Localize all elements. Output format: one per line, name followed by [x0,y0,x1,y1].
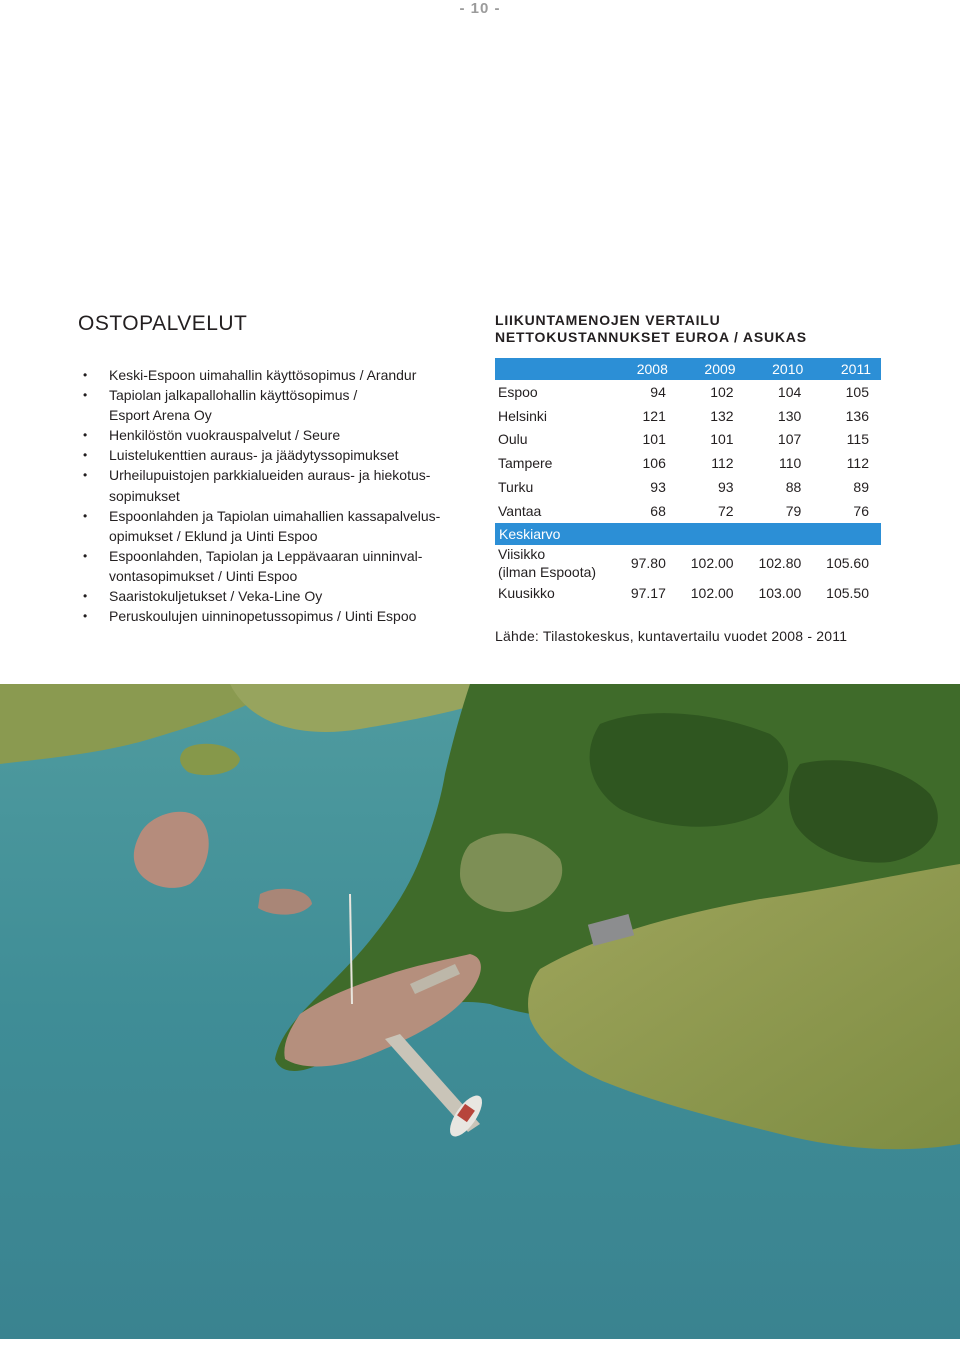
service-item-line: • Urheilupuistojen parkkialueiden auraus- ja hiekotus- [109,467,431,484]
table-row [495,404,881,428]
section-heading: OSTOPALVELUT [78,312,248,335]
service-item-line: • Peruskoulujen uinninopetussopimus / Uinti Espoo [109,608,417,625]
average-value-cell: 105.60 [826,554,869,571]
service-item-line: • Saaristokuljetukset / Veka-Line Oy [109,588,323,605]
value-cell: 110 [778,455,802,472]
value-cell: 112 [846,455,869,472]
service-item-line: • Henkilöstön vuokrauspalvelut / Seure [109,427,341,444]
value-cell: 89 [853,479,869,496]
service-item-line: • Espoonlahden ja Tapiolan uimahallien kassapalvelus- [109,507,441,524]
value-cell: 93 [718,479,734,496]
average-value-cell: 97.17 [630,584,666,601]
service-item [78,385,473,425]
table-row [495,499,881,523]
cost-comparison-section [495,312,885,644]
value-cell: 130 [777,407,802,424]
header-cell-2009: 2009 [678,358,746,380]
table-header-row [495,358,881,380]
service-item [78,586,473,606]
value-cell: 94 [650,383,666,400]
table-row [495,475,881,499]
header-cell-2008: 2008 [620,358,678,380]
header-cell-2010: 2010 [746,358,814,380]
purchased-services-section [78,312,473,626]
header-cell-empty [495,358,620,380]
city-cell: Oulu [498,431,528,448]
average-row [495,545,881,581]
value-cell: 101 [710,431,734,448]
service-item [78,506,473,546]
average-value-cell: 102.00 [690,554,734,571]
service-item-line: Esport Arena Oy [109,407,212,424]
average-label-cell [495,581,620,605]
average-value-cell: 105.50 [826,584,869,601]
value-cell: 104 [777,383,802,400]
value-cell: 68 [650,502,666,519]
average-label-line2: (ilman Espoota) [498,563,597,580]
header-cell-2011: 2011 [813,358,881,380]
value-cell: 132 [710,407,734,424]
city-cell: Espoo [498,383,538,400]
service-item-line: sopimukset [109,487,180,504]
table-heading-line2: NETTOKUSTANNUKSET EUROA / ASUKAS [495,329,807,345]
table-heading-line1: LIIKUNTAMENOJEN VERTAILU [495,312,721,328]
service-item [78,365,473,385]
service-item [78,606,473,626]
city-cell: Turku [498,479,534,496]
service-item [78,546,473,586]
cost-table [495,358,881,605]
value-cell: 76 [853,502,869,519]
average-label-cell [495,545,620,581]
value-cell: 79 [785,502,802,519]
service-item-line: • Espoonlahden, Tapiolan ja Leppävaaran uinninval- [109,547,423,564]
average-row [495,581,881,605]
average-header-cell: Keskiarvo [495,523,881,545]
service-item [78,445,473,465]
average-value-cell: 102.00 [690,584,734,601]
service-item-line: opimukset / Eklund ja Uinti Espoo [109,527,318,544]
value-cell: 107 [777,431,802,448]
service-item-line: vontasopimukset / Uinti Espoo [109,567,298,584]
service-item [78,465,473,505]
value-cell: 102 [710,383,734,400]
service-item-line: • Tapiolan jalkapallohallin käyttösopimus / [109,387,358,404]
average-header-row [495,523,881,545]
value-cell: 136 [845,407,869,424]
table-row [495,451,881,475]
average-label-line1: Viisikko [498,545,546,562]
table-heading [495,312,885,346]
city-cell: Helsinki [498,407,548,424]
city-cell: Vantaa [498,502,542,519]
source-note: Lähde: Tilastokeskus, kuntavertailu vuodet 2008 - 2011 [495,627,848,644]
value-cell: 72 [718,502,734,519]
average-value-cell: 102.80 [758,554,802,571]
aerial-photo [0,684,960,1339]
value-cell: 112 [711,455,734,472]
average-value-cell: 103.00 [758,584,802,601]
table-row [495,380,881,404]
value-cell: 93 [650,479,666,496]
value-cell: 106 [642,455,666,472]
average-label-line1: Kuusikko [498,584,555,601]
service-item-line: • Keski-Espoon uimahallin käyttösopimus / Arandur [109,367,417,383]
value-cell: 115 [846,431,869,448]
service-item-line: • Luistelukenttien auraus- ja jäädytyssopimukset [109,447,399,464]
services-list [78,365,473,626]
value-cell: 121 [642,407,666,424]
page-number: - 10 - [459,0,501,17]
city-cell: Tampere [498,455,553,472]
table-row [495,428,881,452]
value-cell: 88 [785,479,802,496]
average-value-cell: 97.80 [630,554,666,571]
service-item [78,425,473,445]
value-cell: 105 [845,383,869,400]
value-cell: 101 [642,431,666,448]
